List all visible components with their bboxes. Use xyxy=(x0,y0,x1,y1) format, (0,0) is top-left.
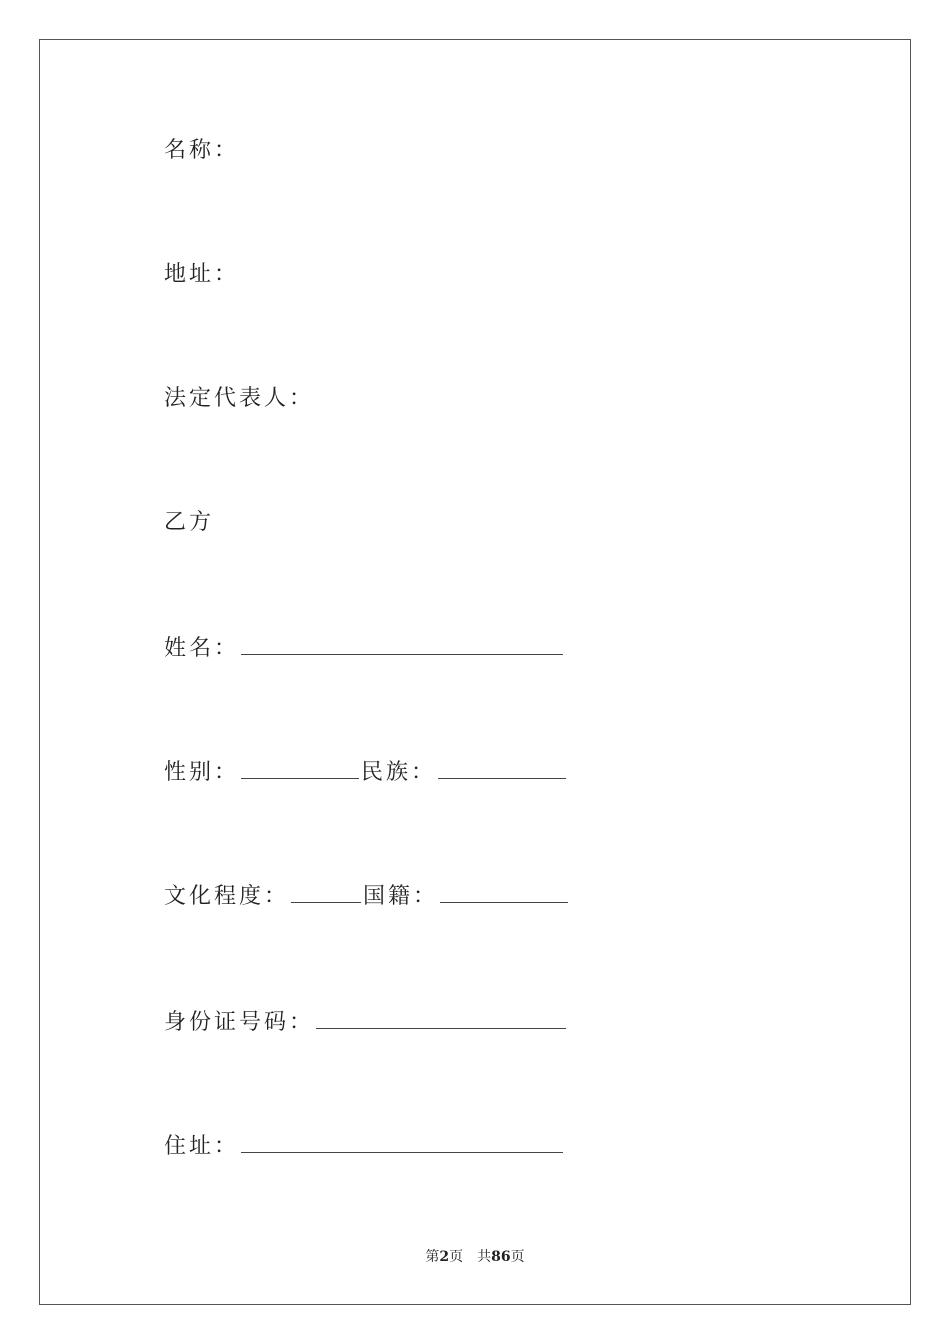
party-b-residence-line xyxy=(164,1132,565,1162)
party-b-gender-ethnicity-line xyxy=(164,758,568,788)
gender-blank-field[interactable] xyxy=(241,758,359,779)
gender-label: 性别： xyxy=(164,760,240,785)
nationality-blank-field[interactable] xyxy=(440,882,568,903)
party-b-education-nationality-line xyxy=(164,882,570,912)
party-a-name-label: 名称： xyxy=(164,138,240,163)
party-b-heading-text: 乙方 xyxy=(164,510,215,535)
party-a-legal-rep-label: 法定代表人： xyxy=(164,386,315,411)
id-number-label: 身份证号码： xyxy=(164,1010,315,1035)
education-blank-field[interactable] xyxy=(291,882,361,903)
page-number: 2 xyxy=(439,1249,450,1265)
name-blank-field[interactable] xyxy=(241,634,563,655)
page-footer xyxy=(0,1246,950,1266)
page-border xyxy=(39,39,911,1305)
total-suffix: 页 xyxy=(510,1249,525,1265)
id-number-blank-field[interactable] xyxy=(316,1008,566,1029)
party-a-address-line xyxy=(164,260,239,290)
party-a-legal-rep-line xyxy=(164,384,314,414)
party-a-address-label: 地址： xyxy=(164,262,240,287)
total-prefix: 共 xyxy=(477,1249,492,1265)
total-pages: 86 xyxy=(491,1249,511,1265)
party-b-name-line xyxy=(164,634,565,664)
ethnicity-blank-field[interactable] xyxy=(438,758,566,779)
party-b-heading xyxy=(164,508,214,538)
party-a-name-line xyxy=(164,136,239,166)
ethnicity-label: 民族： xyxy=(361,760,437,785)
nationality-label: 国籍： xyxy=(363,884,439,909)
residence-blank-field[interactable] xyxy=(241,1132,563,1153)
party-b-id-number-line xyxy=(164,1008,568,1038)
residence-label: 住址： xyxy=(164,1134,240,1159)
page-suffix: 页 xyxy=(449,1249,464,1265)
page-prefix: 第 xyxy=(425,1249,440,1265)
party-b-name-label: 姓名： xyxy=(164,636,240,661)
education-label: 文化程度： xyxy=(164,884,290,909)
